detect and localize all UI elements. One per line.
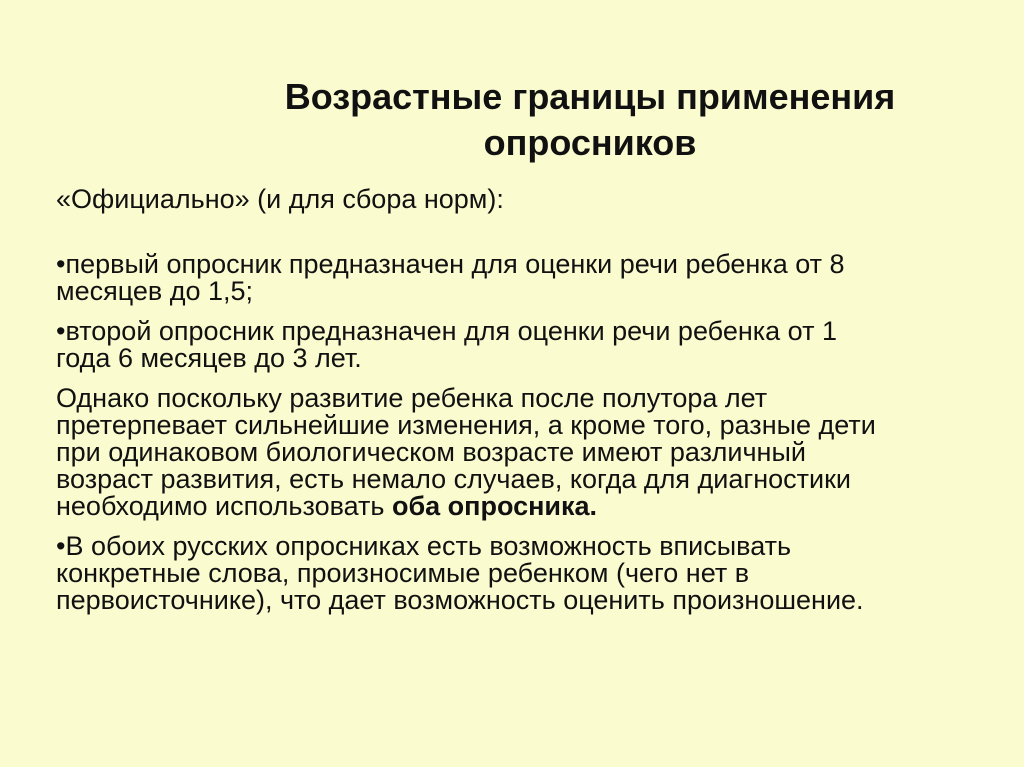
bullet-icon: • [56,249,66,279]
list-item-second-questionnaire [56,318,886,372]
list-item-text: первый опросник предназначен для оценки речи ребенка от 8 месяцев до 1,5; [56,249,845,306]
bullet-icon: • [56,531,66,561]
emphasis-text: оба опросника. [391,491,598,521]
list-item-text: второй опросник предназначен для оценки речи ребенка от 1 года 6 месяцев до 3 лет. [56,316,837,373]
paragraph-both-questionnaires [56,385,886,520]
list-item-text: В обоих русских опросниках есть возможность вписывать конкретные слова, произносимые ребенком (чего нет в первоисточнике), что дает возможность оценить произношение. [56,531,864,615]
slide-body [56,186,886,627]
paragraph-text: Однако поскольку развитие ребенка после полутора лет претерпевает сильнейшие изменения, а кроме того, разные дети при одинаковом биологическом возрасте имеют различный возраст развития, есть немало случаев, когда для диагностики необходимо использовать [56,383,876,521]
slide-title-line-1: Возрастные границы применения [284,76,896,117]
bullet-icon: • [56,316,66,346]
slide-title-line-2: опросников [483,122,697,163]
slide-title [170,74,1010,166]
intro-text: «Официально» (и для сбора норм): [56,184,504,214]
list-item-first-questionnaire [56,251,886,305]
list-item-russian-questionnaires [56,533,886,614]
